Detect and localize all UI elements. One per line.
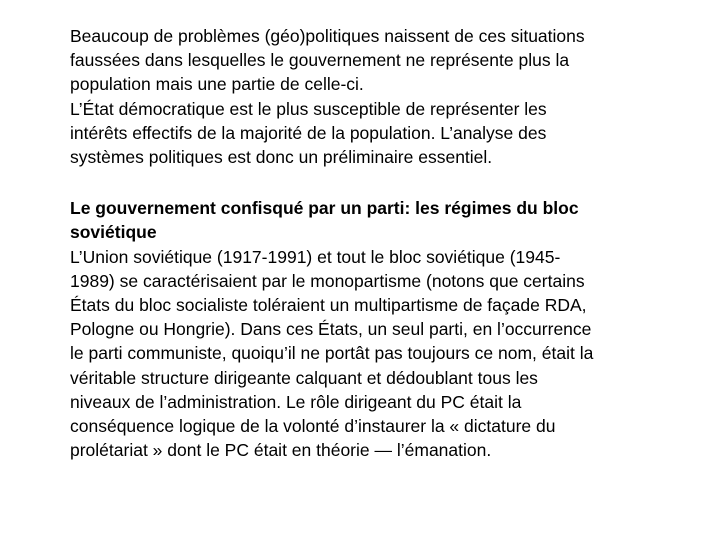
- text-line: États du bloc socialiste toléraient un multipartisme de façade RDA,: [70, 295, 587, 316]
- section-heading: [70, 196, 670, 244]
- text-line: L’Union soviétique (1917-1991) et tout le bloc soviétique (1945-: [70, 246, 561, 267]
- text-line: intérêts effectifs de la majorité de la population. L’analyse des: [70, 122, 547, 143]
- text-line: Beaucoup de problèmes (géo)politiques naissent de ces situations: [70, 26, 585, 46]
- body-paragraph: [70, 245, 670, 463]
- text-line: population mais une partie de celle-ci.: [70, 74, 364, 95]
- text-line: conséquence logique de la volonté d’instaurer la « dictature du: [70, 416, 556, 437]
- text-line: niveaux de l’administration. Le rôle dirigeant du PC était la: [70, 391, 522, 412]
- text-line: L’État démocratique est le plus susceptible de représenter les: [70, 98, 547, 119]
- text-line: le parti communiste, quoiqu’il ne portât pas toujours ce nom, était la: [70, 343, 594, 364]
- text-line: véritable structure dirigeante calquant et dédoublant tous les: [70, 367, 538, 388]
- intro-paragraph: [70, 24, 670, 169]
- paragraph-spacer: [70, 169, 670, 196]
- heading-line: Le gouvernement confisqué par un parti: les régimes du bloc: [70, 198, 579, 219]
- document-page: [70, 24, 670, 462]
- text-line: prolétariat » dont le PC était en théorie — l’émanation.: [70, 440, 492, 461]
- text-line: faussées dans lesquelles le gouvernement ne représente plus la: [70, 50, 570, 71]
- text-line: Pologne ou Hongrie). Dans ces États, un seul parti, en l’occurrence: [70, 319, 592, 340]
- text-line: systèmes politiques est donc un préliminaire essentiel.: [70, 147, 493, 168]
- heading-line: soviétique: [70, 222, 157, 243]
- text-line: 1989) se caractérisaient par le monopartisme (notons que certains: [70, 270, 585, 291]
